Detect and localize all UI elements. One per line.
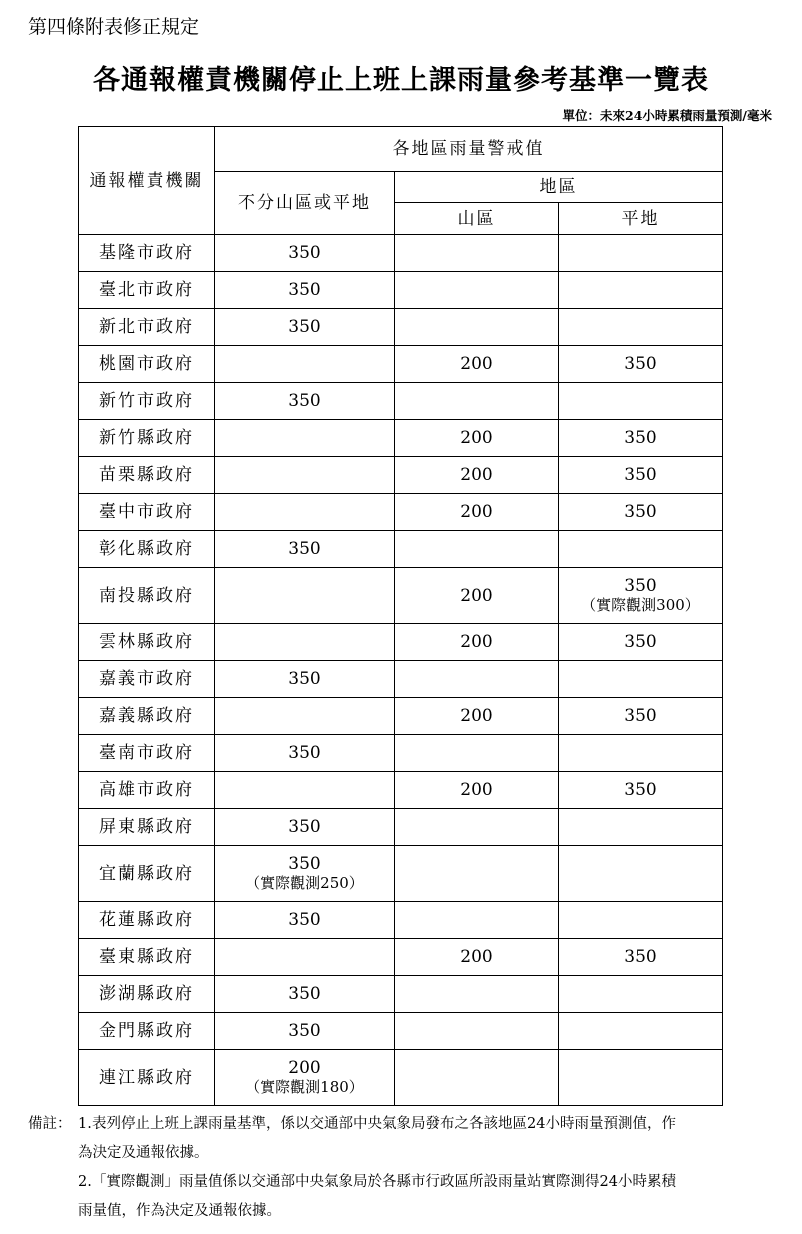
cell-plain-value: 350 [624, 354, 657, 374]
cell-uniform-value: 200 [288, 1058, 321, 1078]
cell-uniform [215, 661, 395, 698]
table-row [79, 976, 723, 1013]
cell-mountain [395, 568, 559, 624]
cell-plain [559, 494, 723, 531]
table-row [79, 772, 723, 809]
cell-plain-value: 350 [624, 502, 657, 522]
cell-agency: 新竹市政府 [79, 383, 215, 420]
cell-agency: 花蓮縣政府 [79, 902, 215, 939]
cell-mountain [395, 1050, 559, 1106]
cell-uniform [215, 809, 395, 846]
cell-uniform-observed-note: （實際觀測250） [245, 874, 364, 892]
cell-uniform [215, 531, 395, 568]
cell-agency: 南投縣政府 [79, 568, 215, 624]
table-row [79, 624, 723, 661]
cell-mountain [395, 420, 559, 457]
remark-number: 1. [78, 1116, 92, 1132]
table-row [79, 235, 723, 272]
remark-text-continued: 雨量值，作為決定及通報依據。 [78, 1203, 281, 1219]
table-row [79, 698, 723, 735]
table-row [79, 309, 723, 346]
cell-mountain [395, 235, 559, 272]
cell-plain [559, 661, 723, 698]
cell-uniform [215, 846, 395, 902]
cell-uniform [215, 309, 395, 346]
table-row [79, 809, 723, 846]
cell-uniform [215, 568, 395, 624]
cell-uniform-value: 350 [288, 391, 321, 411]
cell-plain [559, 1013, 723, 1050]
cell-plain [559, 809, 723, 846]
cell-plain [559, 309, 723, 346]
remark-number: 2. [78, 1174, 92, 1190]
cell-plain [559, 383, 723, 420]
cell-agency: 臺北市政府 [79, 272, 215, 309]
cell-agency: 新北市政府 [79, 309, 215, 346]
cell-plain-value: 350 [624, 947, 657, 967]
table-row [79, 735, 723, 772]
cell-uniform [215, 1013, 395, 1050]
cell-agency: 雲林縣政府 [79, 624, 215, 661]
cell-agency: 苗栗縣政府 [79, 457, 215, 494]
cell-agency: 宜蘭縣政府 [79, 846, 215, 902]
cell-agency: 彰化縣政府 [79, 531, 215, 568]
cell-mountain [395, 698, 559, 735]
cell-agency: 基隆市政府 [79, 235, 215, 272]
header-region: 地區 [395, 172, 723, 203]
cell-agency: 連江縣政府 [79, 1050, 215, 1106]
cell-uniform [215, 457, 395, 494]
table-row [79, 531, 723, 568]
cell-mountain-value: 200 [460, 354, 493, 374]
cell-uniform-value: 350 [288, 984, 321, 1004]
cell-uniform [215, 976, 395, 1013]
cell-mountain [395, 809, 559, 846]
rainfall-table [78, 126, 723, 1106]
header-agency: 通報權責機關 [79, 127, 215, 235]
cell-uniform [215, 420, 395, 457]
cell-mountain [395, 735, 559, 772]
cell-mountain [395, 383, 559, 420]
cell-mountain [395, 531, 559, 568]
header-rainfall-warning: 各地區雨量警戒值 [215, 127, 723, 172]
table-row [79, 846, 723, 902]
cell-agency: 高雄市政府 [79, 772, 215, 809]
table-row [79, 1013, 723, 1050]
cell-agency: 臺中市政府 [79, 494, 215, 531]
cell-agency: 桃園市政府 [79, 346, 215, 383]
table-row [79, 661, 723, 698]
cell-mountain [395, 1013, 559, 1050]
cell-agency: 澎湖縣政府 [79, 976, 215, 1013]
document-header: 第四條附表修正規定 [28, 16, 200, 38]
cell-plain [559, 272, 723, 309]
table-row [79, 346, 723, 383]
cell-uniform-value: 350 [288, 669, 321, 689]
cell-mountain-value: 200 [460, 465, 493, 485]
cell-plain [559, 531, 723, 568]
table-row [79, 457, 723, 494]
remarks [28, 1110, 788, 1226]
cell-uniform-value: 350 [288, 910, 321, 930]
cell-uniform [215, 939, 395, 976]
cell-plain-value: 350 [624, 576, 657, 596]
table-row [79, 420, 723, 457]
cell-agency: 嘉義市政府 [79, 661, 215, 698]
cell-plain-value: 350 [624, 428, 657, 448]
cell-uniform-observed-note: （實際觀測180） [245, 1078, 364, 1096]
cell-plain-value: 350 [624, 706, 657, 726]
remark-text-continued: 為決定及通報依據。 [78, 1145, 209, 1161]
cell-mountain [395, 272, 559, 309]
cell-uniform-value: 350 [288, 243, 321, 263]
cell-plain [559, 939, 723, 976]
cell-plain [559, 420, 723, 457]
remarks-label: 備註： [28, 1116, 72, 1132]
table-row [79, 1050, 723, 1106]
cell-plain [559, 698, 723, 735]
cell-uniform [215, 346, 395, 383]
cell-plain [559, 846, 723, 902]
cell-plain [559, 624, 723, 661]
cell-agency: 金門縣政府 [79, 1013, 215, 1050]
cell-uniform [215, 735, 395, 772]
cell-mountain [395, 772, 559, 809]
cell-agency: 嘉義縣政府 [79, 698, 215, 735]
cell-mountain [395, 624, 559, 661]
remark-text: 表列停止上班上課雨量基準，係以交通部中央氣象局發布之各該地區24小時雨量預測值，作 [92, 1116, 676, 1132]
table-row [79, 902, 723, 939]
cell-uniform [215, 624, 395, 661]
cell-uniform [215, 772, 395, 809]
header-mountain: 山區 [395, 203, 559, 235]
cell-uniform [215, 494, 395, 531]
remark-text: 「實際觀測」雨量值係以交通部中央氣象局於各縣市行政區所設雨量站實際測得24小時累積 [92, 1174, 676, 1190]
cell-uniform-value: 350 [288, 817, 321, 837]
cell-mountain-value: 200 [460, 585, 493, 606]
table-row [79, 383, 723, 420]
cell-uniform [215, 902, 395, 939]
cell-mountain-value: 200 [460, 706, 493, 726]
cell-plain [559, 902, 723, 939]
cell-uniform-value: 350 [288, 539, 321, 559]
cell-plain-value: 350 [624, 780, 657, 800]
cell-plain-value: 350 [624, 632, 657, 652]
table-row [79, 939, 723, 976]
cell-plain [559, 772, 723, 809]
cell-uniform-value: 350 [288, 317, 321, 337]
cell-uniform [215, 383, 395, 420]
table-row [79, 272, 723, 309]
cell-mountain-value: 200 [460, 780, 493, 800]
table-row [79, 568, 723, 624]
cell-plain-value: 350 [624, 465, 657, 485]
cell-mountain-value: 200 [460, 632, 493, 652]
cell-agency: 臺東縣政府 [79, 939, 215, 976]
cell-plain [559, 568, 723, 624]
table-row [79, 494, 723, 531]
cell-agency: 臺南市政府 [79, 735, 215, 772]
cell-agency: 屏東縣政府 [79, 809, 215, 846]
cell-plain [559, 1050, 723, 1106]
cell-mountain [395, 846, 559, 902]
cell-uniform-value: 350 [288, 1021, 321, 1041]
cell-plain [559, 976, 723, 1013]
cell-plain [559, 235, 723, 272]
cell-mountain-value: 200 [460, 428, 493, 448]
cell-mountain [395, 457, 559, 494]
cell-uniform-value: 350 [288, 280, 321, 300]
cell-uniform [215, 1050, 395, 1106]
cell-mountain [395, 939, 559, 976]
cell-mountain [395, 494, 559, 531]
cell-mountain [395, 309, 559, 346]
header-plain: 平地 [559, 203, 723, 235]
cell-uniform-value: 350 [288, 854, 321, 874]
cell-uniform [215, 698, 395, 735]
cell-uniform-value: 350 [288, 743, 321, 763]
cell-plain [559, 735, 723, 772]
header-uniform: 不分山區或平地 [215, 172, 395, 235]
cell-plain [559, 346, 723, 383]
cell-mountain-value: 200 [460, 502, 493, 522]
cell-plain-observed-note: （實際觀測300） [581, 596, 700, 614]
cell-agency: 新竹縣政府 [79, 420, 215, 457]
cell-uniform [215, 272, 395, 309]
cell-uniform [215, 235, 395, 272]
cell-mountain [395, 976, 559, 1013]
cell-mountain [395, 902, 559, 939]
cell-mountain [395, 346, 559, 383]
cell-plain [559, 457, 723, 494]
page-title: 各通報權責機關停止上班上課雨量參考基準一覽表 [93, 65, 709, 96]
cell-mountain-value: 200 [460, 947, 493, 967]
unit-note: 單位：未來24小時累積雨量預測/毫米 [562, 108, 772, 123]
cell-mountain [395, 661, 559, 698]
